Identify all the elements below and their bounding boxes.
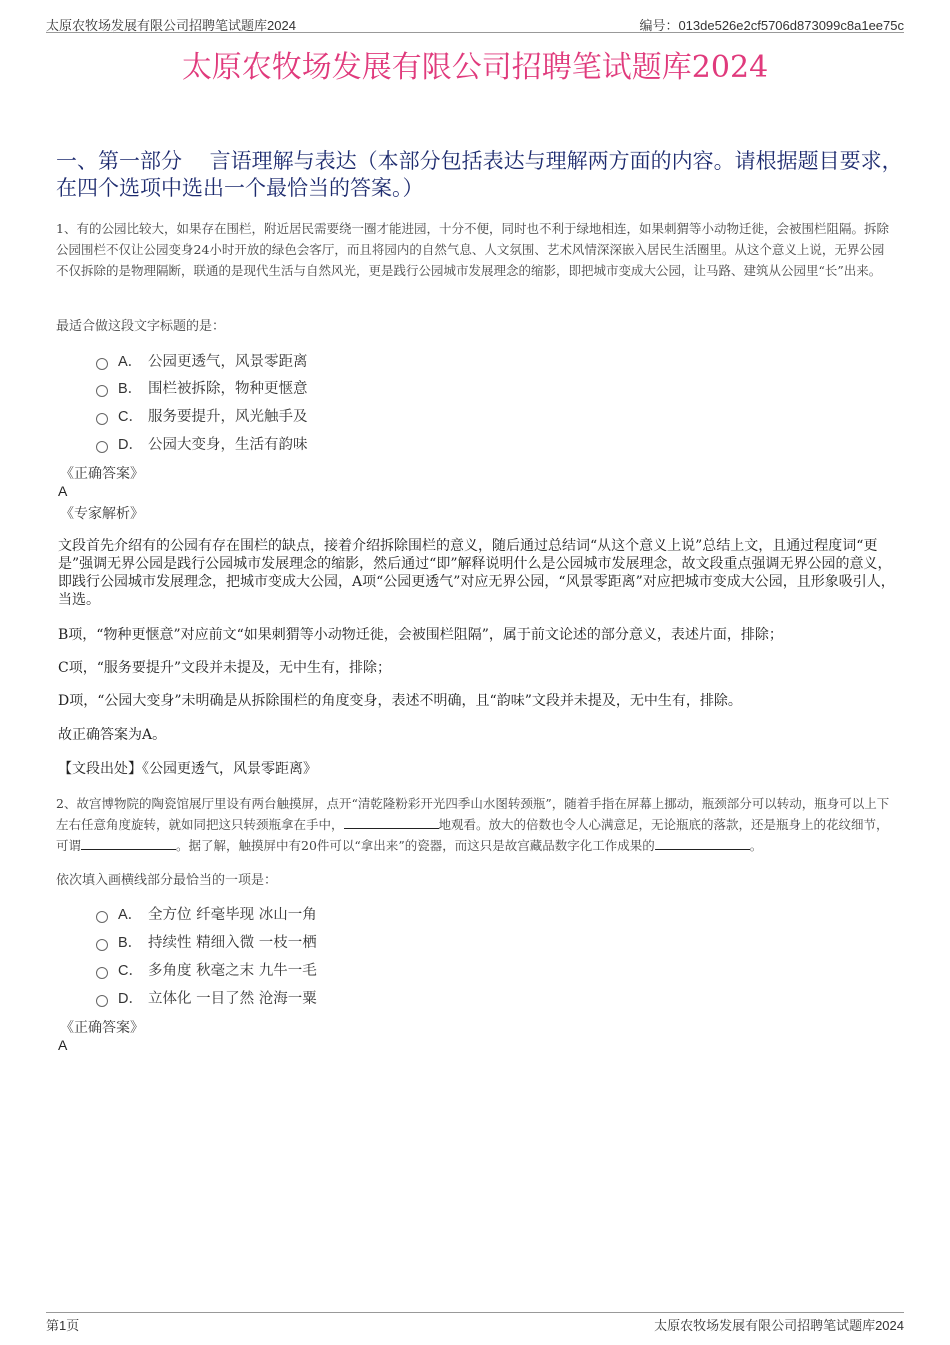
q2-option-a[interactable] — [96, 903, 317, 924]
q1-option-d[interactable] — [96, 433, 308, 454]
q1-analysis-para: 文段首先介绍有的公园有存在围栏的缺点，接着介绍拆除围栏的意义，随后通过总结词“从这个意义上说”总结上文，且通过程度词“更是”强调无界公园是践行公园城市发展理念的缩影，然后通过“即”解释说明什么是公园城市发展理念，故文段重点强调无界公园的意义，即践行公园城市发展理念，把城市变成大公园，A项“公园更透气”对应无界公园，“风景零距离”对应把城市变成大公园，且形象吸引人，当选。 — [58, 538, 895, 608]
radio-icon[interactable] — [96, 911, 108, 923]
q1-analysis-para: D项，“公园大变身”未明确是从拆除围栏的角度变身，表述不明确，且“韵味”文段并未提及，无中生有，排除。 — [58, 693, 742, 709]
radio-icon[interactable] — [96, 967, 108, 979]
q1-analysis-para: B项，“物种更惬意”对应前文“如果刺猬等小动物迁徙，会被围栏阻隔”，属于前文论述的部分意义，表述片面，排除； — [58, 627, 783, 643]
q1-answer: A — [58, 483, 68, 499]
option-key: B． — [118, 935, 143, 951]
q2-answer: A — [58, 1037, 68, 1053]
option-text: 多角度 秋毫之末 九牛一毛 — [148, 963, 317, 979]
option-key: C． — [118, 963, 143, 979]
option-key: C． — [118, 409, 143, 425]
q2-text-part: 。据了解，触摸屏中有20件可以“拿出来”的瓷器，而这只是故宫藏品数字化工作成果的 — [176, 838, 655, 853]
page-header — [46, 14, 904, 33]
option-text: 公园大变身，生活有韵味 — [148, 437, 308, 453]
q1-option-c[interactable] — [96, 405, 308, 426]
q1-option-b[interactable] — [96, 377, 308, 398]
document-title: 太原农牧场发展有限公司招聘笔试题库2024 — [181, 50, 769, 85]
option-key: A． — [118, 354, 143, 370]
option-key: D． — [118, 991, 143, 1007]
q2-option-c[interactable] — [96, 959, 317, 980]
fill-blank[interactable] — [344, 816, 439, 829]
question-1-prompt: 最适合做这段文字标题的是： — [56, 319, 226, 334]
radio-icon[interactable] — [96, 441, 108, 453]
q2-text-part: 。 — [749, 838, 763, 853]
radio-icon[interactable] — [96, 385, 108, 397]
q1-option-a[interactable] — [96, 350, 308, 371]
fill-blank[interactable] — [655, 837, 750, 850]
radio-icon[interactable] — [96, 413, 108, 425]
q1-analysis-para: 故正确答案为A。 — [58, 727, 167, 743]
option-text: 服务要提升，风光触手及 — [148, 409, 308, 425]
question-2-text — [56, 793, 896, 856]
option-text: 持续性 精细入微 一枝一栖 — [148, 935, 317, 951]
option-text: 围栏被拆除，物种更惬意 — [148, 381, 308, 397]
q2-option-d[interactable] — [96, 987, 317, 1008]
q2-option-b[interactable] — [96, 931, 317, 952]
option-key: B． — [118, 381, 143, 397]
footer-title: 太原农牧场发展有限公司招聘笔试题库2024 — [654, 1318, 904, 1333]
radio-icon[interactable] — [96, 939, 108, 951]
q1-analysis-para: C项，“服务要提升”文段并未提及，无中生有，排除； — [58, 660, 392, 676]
option-key: A． — [118, 907, 143, 923]
option-key: D． — [118, 437, 143, 453]
q1-source: 【文段出处】《公园更透气，风景零距离》 — [58, 761, 317, 777]
page-number: 第1页 — [46, 1318, 80, 1333]
section-heading: 一、第一部分 言语理解与表达（本部分包括表达与理解两方面的内容。请根据题目要求，在四个选项中选出一个最恰当的答案。） — [56, 149, 903, 200]
page-footer — [46, 1312, 904, 1334]
option-text: 公园更透气，风景零距离 — [148, 354, 308, 370]
q2-text-part: 2、故宫博物院的陶瓷馆展厅里设有两台触摸屏，点开“清乾隆粉彩开光四季山水图转颈瓶”，随着手指在屏幕上挪动，瓶颈部分可以转动，瓶身可以上下左右任意角度旋转，就如同把这只转颈瓶拿在手中， — [56, 796, 890, 832]
q1-analysis-label: 《专家解析》 — [60, 506, 144, 522]
radio-icon[interactable] — [96, 358, 108, 370]
q1-answer-label: 《正确答案》 — [60, 466, 144, 482]
q2-text-part: 地观看。放大的倍数也令人心满意足，无论瓶底的落款，还是瓶身上的花纹细节，可谓 — [56, 817, 889, 853]
option-text: 立体化 一目了然 沧海一粟 — [148, 991, 317, 1007]
fill-blank[interactable] — [81, 837, 176, 850]
radio-icon[interactable] — [96, 995, 108, 1007]
q2-answer-label: 《正确答案》 — [60, 1020, 144, 1036]
header-title: 太原农牧场发展有限公司招聘笔试题库2024 — [46, 18, 296, 33]
header-doc-id: 编号：013de526e2cf5706d873099c8a1ee75c — [639, 18, 904, 33]
option-text: 全方位 纤毫毕现 冰山一角 — [148, 907, 317, 923]
question-2-prompt: 依次填入画横线部分最恰当的一项是： — [56, 873, 278, 888]
question-1-text: 1、有的公园比较大，如果存在围栏，附近居民需要绕一圈才能进园，十分不便，同时也不利于绿地相连，如果刺猬等小动物迁徙，会被围栏阻隔。拆除公园围栏不仅让公园变身24小时开放的绿色会客厅，而且将园内的自然气息、人文氛围、艺术风情深深嵌入居民生活圈里。从这个意义上说，无界公园不仅拆除的是物理隔断，联通的是现代生活与自然风光，更是践行公园城市发展理念的缩影，即把城市变成大公园，让马路、建筑从公园里“长”出来。 — [56, 221, 889, 278]
